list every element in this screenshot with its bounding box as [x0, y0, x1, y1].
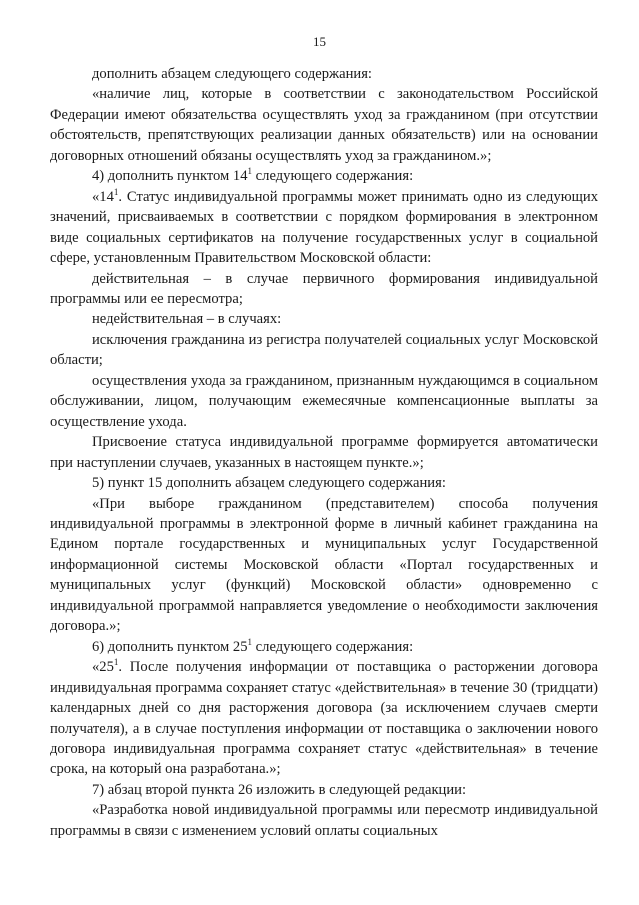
paragraph-3-text-cont: следующего содержания:: [252, 168, 414, 185]
superscript-marker: 1: [247, 636, 253, 647]
paragraph-1: дополнить абзацем следующего содержания:: [92, 66, 372, 82]
paragraph-3-text: 4) дополнить пунктом 14: [92, 168, 248, 185]
paragraph-5: действительная – в случае первичного формирования индивидуальной программы или ее пересмотра;: [50, 270, 598, 307]
paragraph-13: [50, 657, 598, 780]
paragraph-12-text: 6) дополнить пунктом 25: [92, 638, 248, 655]
paragraph-15: «Разработка новой индивидуальной программы или пересмотр индивидуальной программы в связи с изменением условий оплаты социальных: [50, 802, 598, 839]
superscript-marker: 1: [247, 166, 253, 177]
superscript-marker: 1: [113, 186, 119, 197]
paragraph-7: исключения гражданина из регистра получателей социальных услуг Московской области;: [50, 331, 598, 369]
paragraph-14: 7) абзац второй пункта 26 изложить в следующей редакции:: [92, 781, 467, 798]
paragraph-8: осуществления ухода за гражданином, признанным нуждающимся в социальном обслуживании, лицом, получающим ежемесячные компенсационные выплаты за осуществление ухода.: [50, 372, 598, 430]
paragraph-10: 5) пункт 15 дополнить абзацем следующего содержания:: [92, 475, 446, 492]
paragraph-4-text-cont: . Статус индивидуальной программы может принимать одно из следующих значений, присваиваемых в соответствии с порядком формирования в электронном виде социальных сертификатов на получение государственных услуг в социальной сфере, установленным Правительством Московской области:: [50, 188, 598, 267]
document-body: [50, 64, 598, 841]
paragraph-13-text: «25: [92, 659, 114, 676]
superscript-marker: 1: [113, 657, 119, 668]
paragraph-4-text: «14: [92, 188, 114, 205]
paragraph-9: Присвоение статуса индивидуальной программе формируется автоматически при наступлении случаев, указанных в настоящем пункте.»;: [50, 434, 598, 471]
paragraph-13-text-cont: . После получения информации от поставщика о расторжении договора индивидуальная программа сохраняет статус «действительная» в течение 30 (тридцати) календарных дней со дня расторжения договора (за исключением случаев смерти получателя), а в случае поступления информации от поставщика о заключении нового договора индивидуальная программа сохраняет статус «действительная» в течение срока, на который она разработана.»;: [50, 659, 598, 778]
paragraph-2: «наличие лиц, которые в соответствии с законодательством Российской Федерации имеют обязательства осуществлять уход за гражданином (при отсутствии обстоятельств, препятствующих реализации данных обязательств) или на основании договорных отношений обязаны осуществлять уход за гражданином.»;: [50, 86, 598, 164]
paragraph-6: недействительная – в случаях:: [92, 311, 282, 328]
paragraph-4: [50, 187, 598, 269]
paragraph-12-text-cont: следующего содержания:: [252, 638, 414, 655]
paragraph-3: [50, 166, 598, 186]
paragraph-12: [50, 637, 598, 657]
paragraph-11: «При выборе гражданином (представителем) способа получения индивидуальной программы в электронной форме в личный кабинет гражданина на Едином портале государственных и муниципальных услуг Государственной информационной системы Московской области «Портал государственных и муниципальных услуг (функций) Московской области» одновременно с индивидуальной программой направляется уведомление о необходимости заключения договора.»;: [50, 495, 598, 635]
page-number: 15: [313, 34, 326, 49]
